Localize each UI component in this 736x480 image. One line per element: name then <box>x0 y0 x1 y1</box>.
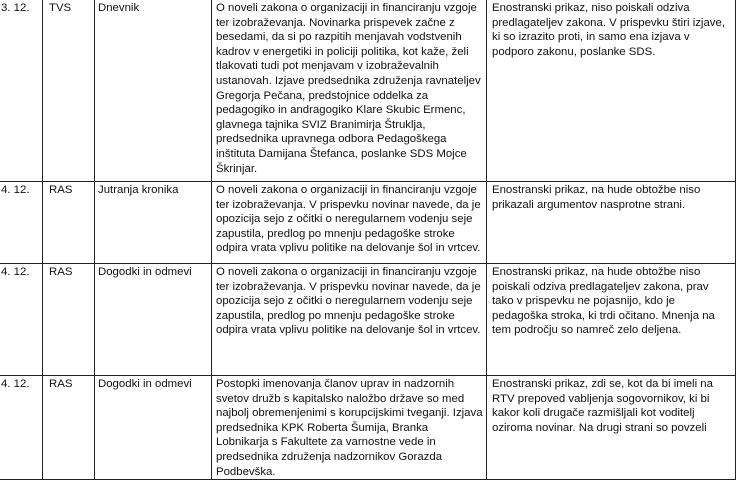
table-row <box>0 376 736 480</box>
table-row <box>0 264 736 376</box>
date-cell: 3. 12. <box>0 0 43 182</box>
summary-cell: O noveli zakona o organizaciji in financiranju vzgoje ter izobraževanja. Novinarka prispevek začne z besedami, da si po razpitih menjavah vodstvenih kadrov v energetiki in policiji politika, kot kaže, želi tlakovati tudi pot menjavam v izobraževalnih ustanovah. Izjave predsednika združenja ravnateljev Gregorja Pečana, predstojnice oddelka za pedagogiko in andragogiko Klare Skubic Ermenc, glavnega tajnika SVIZ Branimirja Štruklja, predsednika upravnega odbora Pedagoškega inštituta Damijana Štefanca, poslanke SDS Mojce Škrinjar. <box>212 0 487 182</box>
show-cell: Dogodki in odmevi <box>95 264 212 376</box>
show-cell: Dnevnik <box>95 0 212 182</box>
comment-cell: Enostranski prikaz, na hude obtožbe niso poiskali odziva predlagateljev zakona, prav tako v prispevku ne pojasnijo, kdo je pedagoška stroka, ki trdi očitano. Mnenja na tem področju so namreč zelo deljena. <box>487 264 736 376</box>
summary-cell: O noveli zakona o organizaciji in financiranju vzgoje ter izobraževanja. V prispevku novinar navede, da je opozicija sejo z očitki o neregularnem vodenju seje zapustila, predlog po mnenju pedagoške stroke odpira vrata vplivu politike na delovanje šol in vrtcev. <box>212 182 487 264</box>
summary-cell: Postopki imenovanja članov uprav in nadzornih svetov družb s kapitalsko naložbo države so med najbolj obremenjenimi s korupcijskimi tveganji. Izjava predsednika KPK Roberta Šumija, Branka Lobnikarja s Fakultete za varnostne vede in predsednika združenja nadzornikov Gorazda Podbevška. <box>212 376 487 480</box>
comment-cell: Enostranski prikaz, na hude obtožbe niso prikazali argumentov nasprotne strani. <box>487 182 736 264</box>
comment-cell: Enostranski prikaz, niso poiskali odziva predlagateljev zakona. V prispevku štiri izjave, ki so izrazito proti, in samo ena izjava v podporo zakonu, poslanke SDS. <box>487 0 736 182</box>
table-row <box>0 0 736 182</box>
comment-cell: Enostranski prikaz, zdi se, kot da bi imeli na RTV prepoved vabljenja sogovornikov, ki bi kakor koli drugače razmišljali kot voditelj oziroma novinar. Na drugi strani so povzeli <box>487 376 736 480</box>
medium-cell: RAS <box>43 264 95 376</box>
table-row <box>0 182 736 264</box>
date-cell: 4. 12. <box>0 264 43 376</box>
show-cell: Dogodki in odmevi <box>95 376 212 480</box>
medium-cell: RAS <box>43 182 95 264</box>
medium-cell: TVS <box>43 0 95 182</box>
date-cell: 4. 12. <box>0 182 43 264</box>
show-cell: Jutranja kronika <box>95 182 212 264</box>
summary-cell: O noveli zakona o organizaciji in financiranju vzgoje ter izobraževanja. V prispevku novinar navede, da je opozicija sejo z očitki o neregularnem vodenju seje zapustila, predlog po mnenju pedagoške stroke odpira vrata vplivu politike na delovanje šol in vrtcev. <box>212 264 487 376</box>
date-cell: 4. 12. <box>0 376 43 480</box>
medium-cell: RAS <box>43 376 95 480</box>
